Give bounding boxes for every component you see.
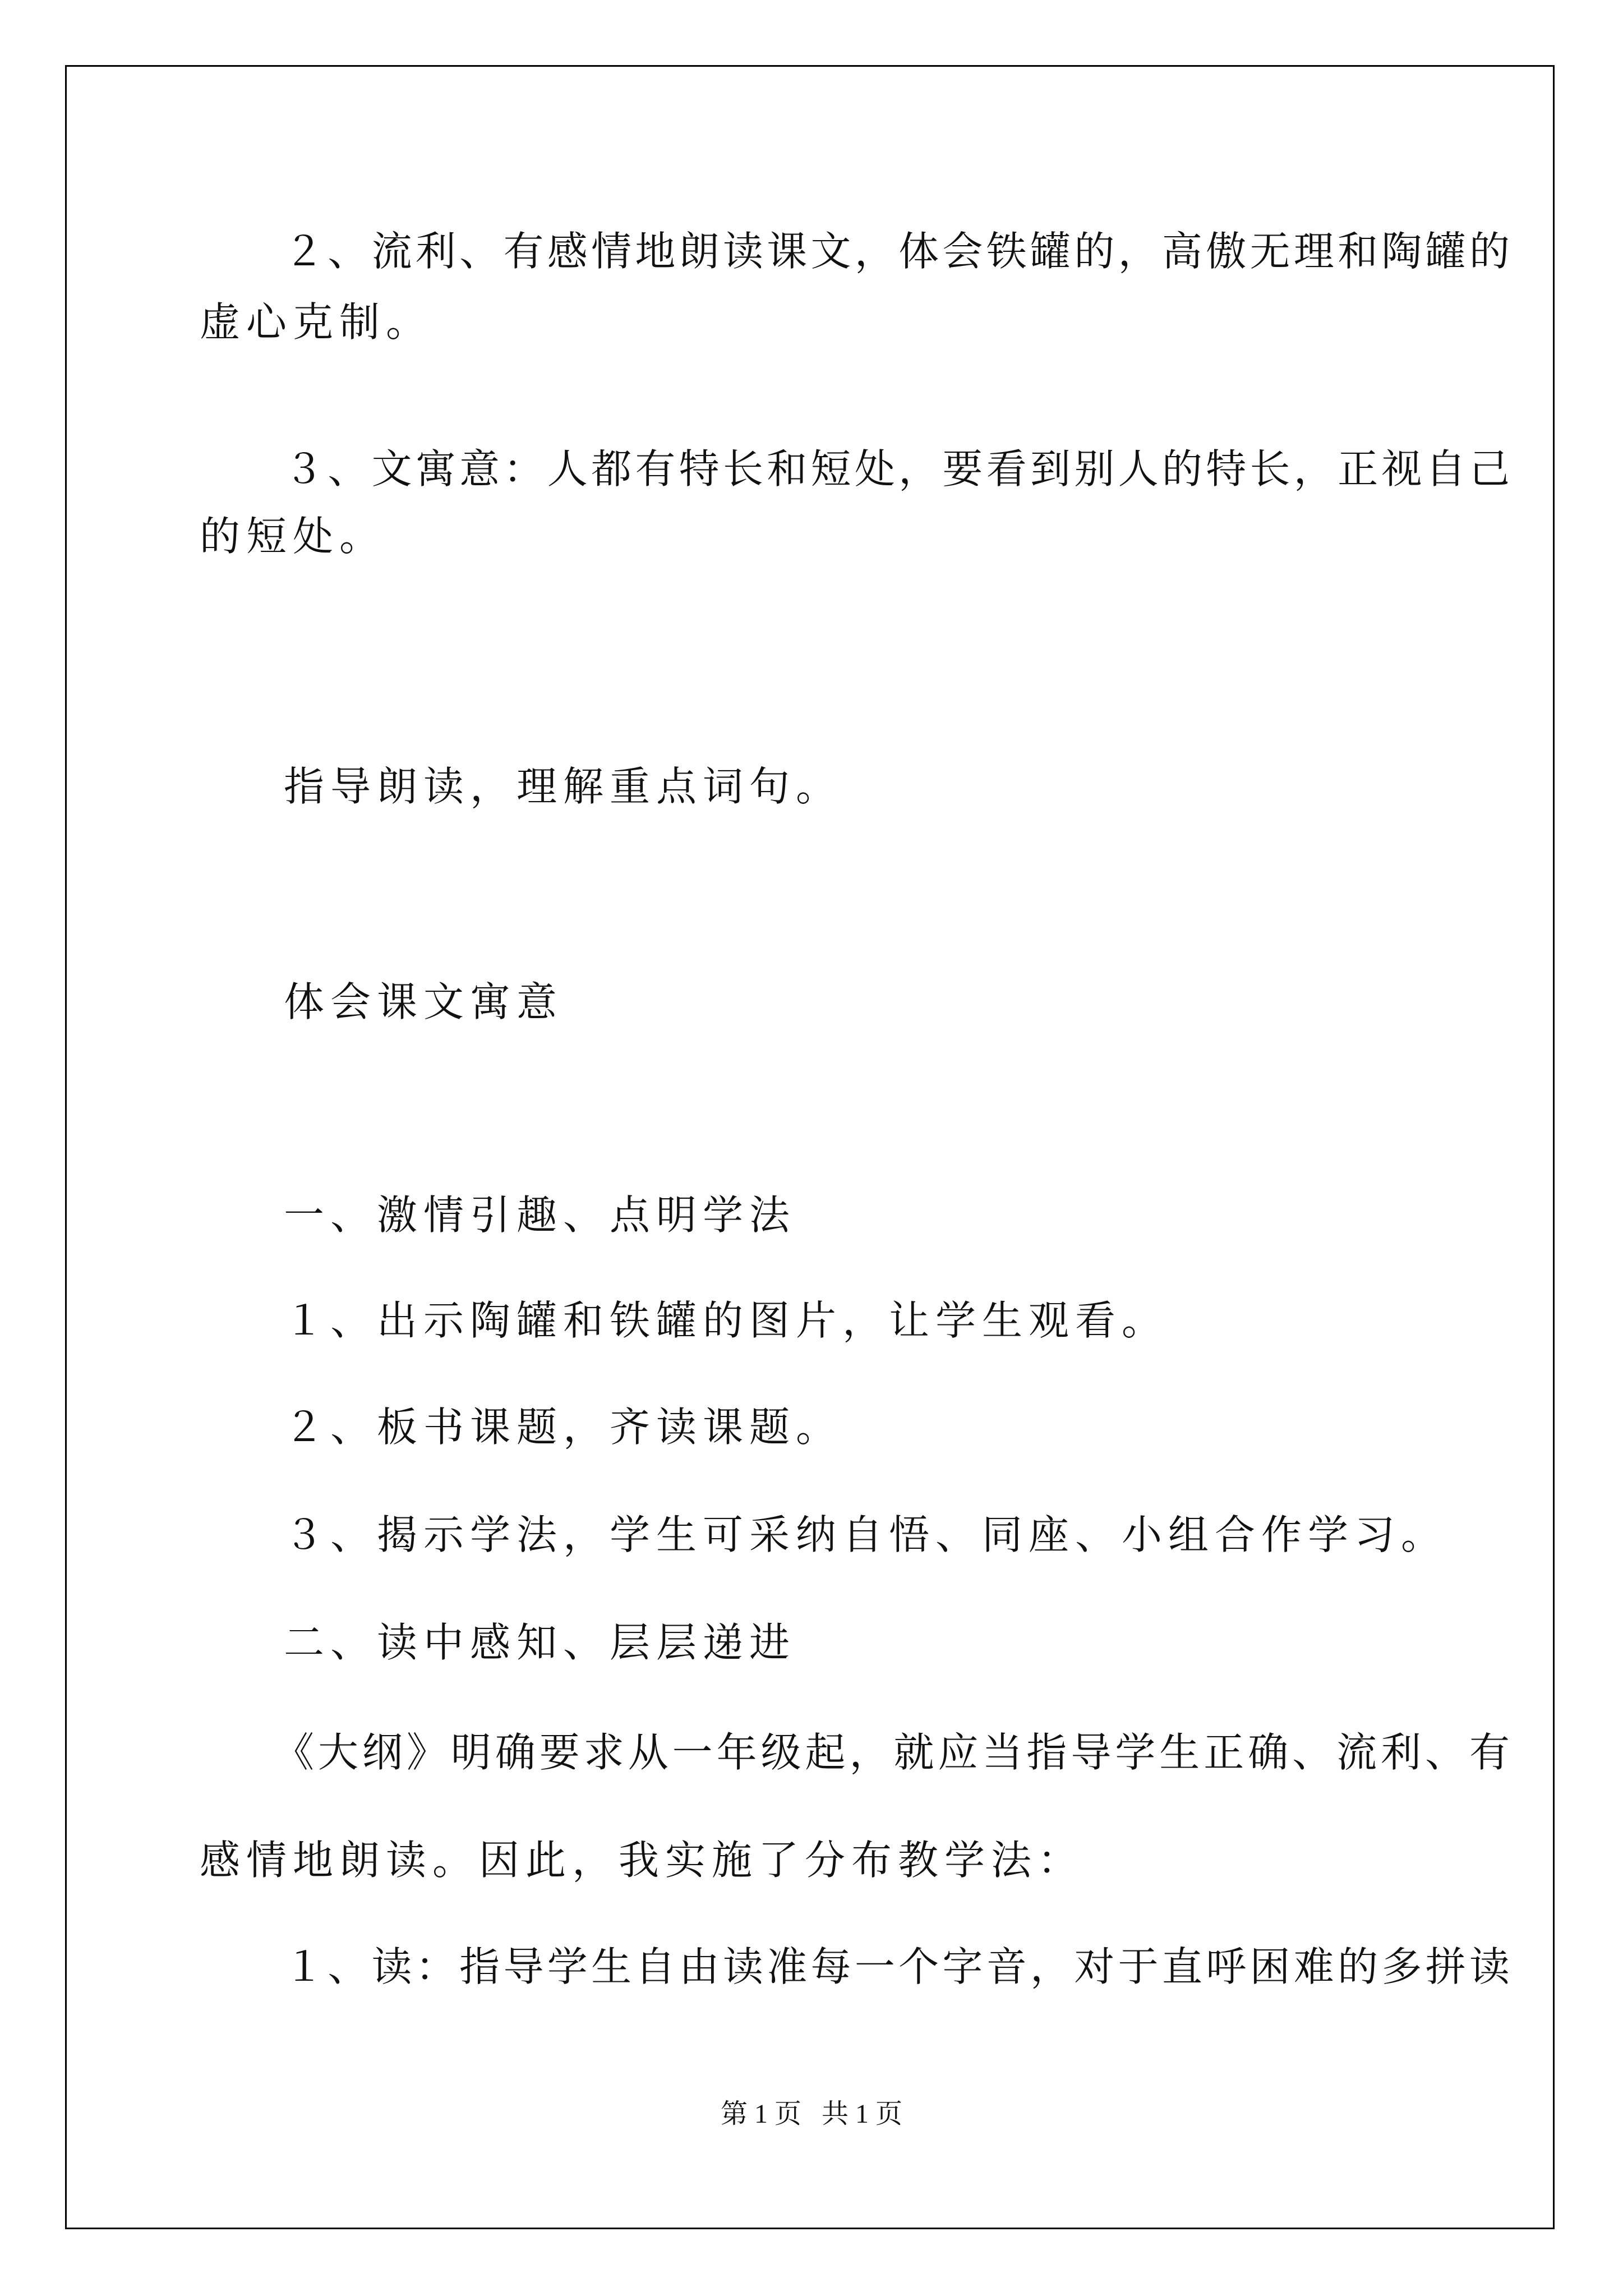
list-item-2-1: １、读：指导学生自由读准每一个字音，对于直呼困难的多拼读 (284, 1943, 1510, 1990)
paragraph-difficulty: 体会课文寓意 (284, 978, 564, 1025)
page-footer (0, 2101, 1623, 2128)
section-heading-1: 一、激情引趣、点明学法 (284, 1191, 796, 1239)
paragraph-objective-3-line-1: ３、文寓意：人都有特长和短处，要看到别人的特长，正视自己 (284, 445, 1510, 493)
paragraph-syllabus-line-2: 感情地朗读。因此，我实施了分布教学法： (200, 1837, 1085, 1884)
page-total: 共 1 页 (822, 2099, 903, 2129)
paragraph-objective-2-line-1: ２、流利、有感情地朗读课文，体会铁罐的，高傲无理和陶罐的 (284, 228, 1510, 275)
paragraph-objective-2-line-2: 虚心克制。 (200, 298, 433, 346)
paragraph-key-point: 指导朗读，理解重点词句。 (284, 763, 843, 810)
list-item-1-3: ３、揭示学法，学生可采纳自悟、同座、小组合作学习。 (284, 1511, 1448, 1558)
page-border (65, 65, 1555, 2229)
paragraph-syllabus-line-1: 《大纲》明确要求从一年级起，就应当指导学生正确、流利、有 (274, 1729, 1510, 1776)
paragraph-objective-3-line-2: 的短处。 (200, 513, 386, 560)
section-heading-2: 二、读中感知、层层递进 (284, 1619, 796, 1666)
list-item-1-2: ２、板书课题，齐读课题。 (284, 1404, 843, 1451)
page-number: 第 1 页 (720, 2099, 801, 2129)
list-item-1-1: １、出示陶罐和铁罐的图片，让学生观看。 (284, 1297, 1169, 1344)
